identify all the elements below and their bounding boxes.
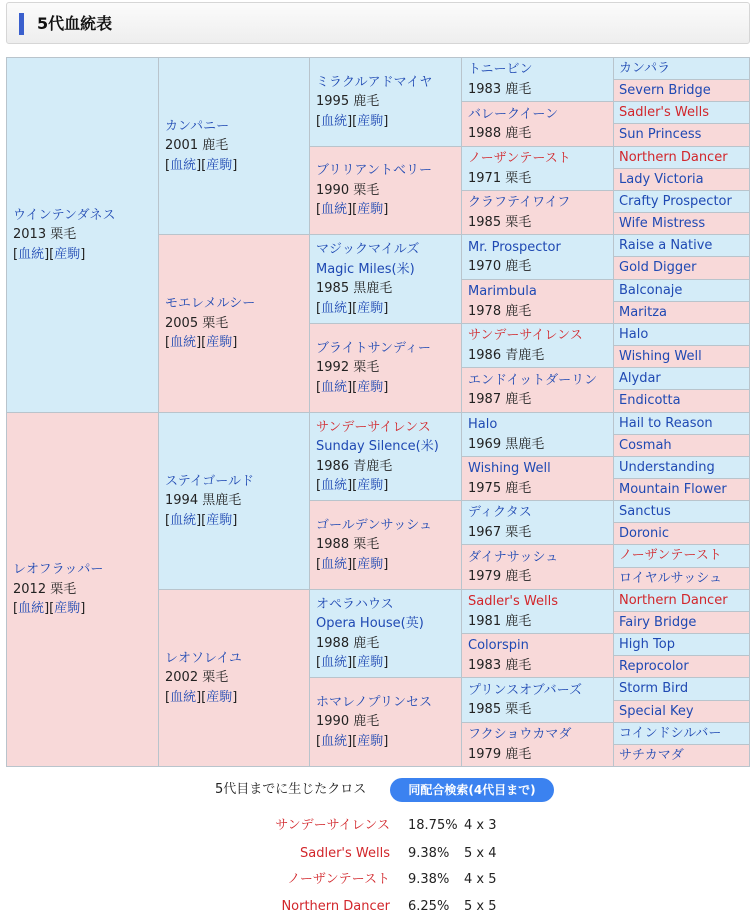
horse-links: [血統][産駒] — [13, 601, 86, 617]
pedigree-cell — [158, 589, 310, 767]
pedigree-cell — [613, 567, 750, 590]
pedigree-cell — [613, 700, 750, 723]
pedigree-cell — [613, 79, 750, 102]
pedigree-cell — [613, 589, 750, 612]
pedigree-cell — [158, 234, 310, 413]
horse-name-link[interactable]: ディクタス — [468, 505, 532, 520]
horse-name-link[interactable]: クラフテイワイフ — [468, 195, 571, 210]
pedigree-cell — [461, 279, 614, 324]
horse-links: [血統][産駒] — [316, 556, 389, 572]
horse-name-link[interactable]: ゴールデンサッシュ — [316, 517, 432, 533]
horse-birth-info: 1986 青鹿毛 — [468, 347, 545, 363]
offspring-link[interactable]: 産駒 — [357, 300, 384, 316]
horse-name-link[interactable]: モエレメルシー — [165, 296, 256, 312]
pedigree-cell — [461, 101, 614, 147]
pedigree-cell — [613, 301, 750, 324]
pedigree-cell — [613, 323, 750, 346]
horse-birth-info: 2002 栗毛 — [165, 670, 229, 686]
horse-birth-info: 1985 栗毛 — [468, 702, 532, 717]
offspring-link[interactable]: 産駒 — [206, 689, 233, 705]
pedigree-link[interactable]: 血統 — [321, 379, 348, 395]
pedigree-cell — [461, 677, 614, 723]
offspring-link[interactable]: 産駒 — [54, 246, 81, 262]
pedigree-cell — [461, 190, 614, 235]
pedigree-cell — [461, 589, 614, 634]
offspring-link[interactable]: 産駒 — [206, 512, 233, 528]
horse-name-link[interactable]: サチカマダ — [619, 747, 684, 763]
pedigree-cell — [613, 234, 750, 257]
horse-name-link[interactable]: Marimbula — [468, 284, 537, 299]
pedigree-cell — [309, 589, 462, 678]
cross-percent: 18.75% — [408, 818, 458, 833]
horse-links: [血統][産駒] — [13, 246, 86, 262]
pedigree-cell — [613, 544, 750, 568]
horse-links: [血統][産駒] — [165, 689, 238, 705]
horse-birth-info: 1990 鹿毛 — [316, 714, 380, 730]
horse-birth-info: 2012 栗毛 — [13, 581, 77, 597]
cross-percent: 6.25% — [408, 899, 450, 914]
horse-name-link[interactable]: Halo — [468, 417, 498, 432]
pedigree-cell — [461, 722, 614, 767]
cross-row — [0, 898, 750, 916]
pedigree-cell — [613, 123, 750, 147]
offspring-link[interactable]: 産駒 — [357, 379, 384, 395]
horse-links: [血統][産駒] — [165, 335, 238, 351]
cross-percent: 9.38% — [408, 872, 450, 887]
pedigree-link[interactable]: 血統 — [170, 512, 197, 528]
horse-birth-info: 1988 鹿毛 — [316, 635, 380, 651]
horse-birth-info: 1975 鹿毛 — [468, 480, 532, 496]
horse-name-link[interactable]: バレークイーン — [468, 106, 559, 122]
horse-birth-info: 1992 栗毛 — [316, 360, 380, 376]
pedigree-cell — [461, 234, 614, 280]
horse-birth-info: 1971 栗毛 — [468, 170, 532, 186]
pedigree-cell — [613, 190, 750, 213]
horse-birth-info: 1969 黒鹿毛 — [468, 436, 545, 452]
horse-name-link[interactable]: Lady Victoria — [619, 171, 704, 187]
horse-birth-info: 1988 栗毛 — [316, 537, 380, 553]
section-header — [6, 2, 750, 44]
horse-links: [血統][産駒] — [316, 300, 389, 316]
pedigree-cell — [613, 655, 750, 678]
horse-name-link[interactable]: ロイヤルサッシュ — [619, 570, 722, 586]
cross-row — [0, 871, 750, 889]
horse-name-link[interactable]: Sanctus — [619, 503, 671, 519]
horse-links: [血統][産駒] — [316, 655, 389, 670]
pedigree-cell — [613, 389, 750, 413]
pedigree-link[interactable]: 血統 — [321, 478, 348, 493]
similar-breeding-search-button[interactable]: 同配合検索(4代目まで) — [390, 778, 554, 802]
pedigree-cell — [461, 367, 614, 413]
horse-name-link[interactable]: ダイナサッシュ — [468, 549, 559, 565]
pedigree-cell — [613, 478, 750, 501]
pedigree-cell — [461, 412, 614, 457]
horse-name-link[interactable]: エンドイットダーリン — [468, 372, 598, 388]
cross-generation: 5 x 5 — [464, 899, 497, 914]
horse-foreign-name-link[interactable]: Magic Miles(米) — [316, 261, 415, 277]
horse-name-link[interactable]: フクショウカマダ — [468, 727, 572, 742]
pedigree-cell — [309, 412, 462, 501]
pedigree-cell — [613, 722, 750, 745]
horse-links: [血統][産駒] — [165, 512, 238, 528]
pedigree-cell — [613, 256, 750, 280]
pedigree-cell — [461, 633, 614, 678]
pedigree-cell — [613, 677, 750, 701]
horse-name-link[interactable]: Hail to Reason — [619, 415, 713, 431]
pedigree-cell — [613, 611, 750, 634]
horse-name-link[interactable]: ホマレノプリンセス — [316, 694, 432, 710]
horse-name-link[interactable]: Maritza — [619, 304, 668, 320]
pedigree-cell — [613, 168, 750, 191]
horse-links: [血統][産駒] — [165, 157, 238, 173]
horse-name-link[interactable]: Wishing Well — [619, 348, 702, 364]
horse-birth-info: 1981 鹿毛 — [468, 613, 532, 629]
horse-name-link[interactable]: ブリリアントベリー — [316, 163, 432, 179]
horse-name-link[interactable]: Cosmah — [619, 437, 672, 453]
pedigree-cell — [309, 57, 462, 147]
horse-name-link[interactable]: Storm Bird — [619, 681, 689, 697]
pedigree-cell — [613, 279, 750, 302]
pedigree-link[interactable]: 血統 — [321, 733, 348, 749]
horse-name-link[interactable]: オペラハウス — [316, 596, 394, 612]
horse-birth-info: 1983 鹿毛 — [468, 81, 532, 97]
horse-name-link[interactable]: カンパニー — [165, 118, 230, 134]
horse-birth-info: 1990 栗毛 — [316, 182, 380, 198]
horse-birth-info: 1978 鹿毛 — [468, 303, 532, 319]
horse-birth-info: 1967 栗毛 — [468, 524, 532, 540]
pedigree-cell — [309, 677, 462, 767]
horse-name-link[interactable]: Sadler's Wells — [468, 594, 558, 609]
horse-name-link[interactable]: Endicotta — [619, 393, 681, 409]
horse-birth-info: 1979 鹿毛 — [468, 746, 532, 762]
pedigree-link[interactable]: 血統 — [170, 157, 197, 173]
offspring-link[interactable]: 産駒 — [357, 478, 384, 493]
offspring-link[interactable]: 産駒 — [357, 556, 384, 572]
horse-name-link[interactable]: ノーザンテースト — [619, 548, 722, 564]
horse-name-link[interactable]: レオフラッパー — [13, 562, 104, 578]
pedigree-cell — [613, 744, 750, 767]
cross-horse-link[interactable]: Sadler's Wells — [300, 846, 390, 861]
horse-foreign-name-link[interactable]: Sunday Silence(米) — [316, 439, 439, 454]
offspring-link[interactable]: 産駒 — [54, 601, 81, 617]
pedigree-cell — [613, 434, 750, 457]
horse-birth-info: 1994 黒鹿毛 — [165, 493, 242, 509]
horse-name-link[interactable]: サンデーサイレンス — [468, 328, 583, 343]
pedigree-cell — [158, 57, 310, 235]
horse-name-link[interactable]: Doronic — [619, 525, 669, 541]
horse-name-link[interactable]: Northern Dancer — [619, 592, 728, 608]
header-accent-bar — [19, 13, 24, 35]
horse-name-link[interactable]: Raise a Native — [619, 237, 713, 253]
cross-row — [0, 817, 750, 835]
horse-name-link[interactable]: サンデーサイレンス — [316, 419, 431, 435]
horse-name-link[interactable]: ステイゴールド — [165, 473, 255, 489]
pedigree-cell — [613, 101, 750, 124]
pedigree-cell — [461, 146, 614, 191]
horse-name-link[interactable]: Sadler's Wells — [619, 104, 709, 120]
pedigree-cell — [6, 57, 159, 413]
offspring-link[interactable]: 産駒 — [357, 113, 384, 129]
horse-name-link[interactable]: Mountain Flower — [619, 481, 727, 497]
horse-birth-info: 1987 鹿毛 — [468, 392, 532, 407]
pedigree-table — [6, 57, 750, 766]
horse-name-link[interactable]: Severn Bridge — [619, 82, 711, 98]
horse-name-link[interactable]: トニービン — [468, 62, 533, 77]
cross-row — [0, 845, 750, 863]
horse-name-link[interactable]: Northern Dancer — [619, 149, 728, 165]
horse-name-link[interactable]: Crafty Prospector — [619, 193, 732, 209]
horse-name-link[interactable]: Fairy Bridge — [619, 614, 697, 630]
horse-name-link[interactable]: マジックマイルズ — [316, 242, 420, 257]
horse-name-link[interactable]: ウインテンダネス — [13, 207, 116, 223]
horse-name-link[interactable]: カンパラ — [619, 60, 671, 76]
horse-birth-info: 1985 黒鹿毛 — [316, 281, 393, 296]
horse-birth-info: 1986 青鹿毛 — [316, 458, 393, 474]
offspring-link[interactable]: 産駒 — [357, 202, 384, 218]
horse-links: [血統][産駒] — [316, 379, 389, 395]
pedigree-cell — [6, 412, 159, 767]
pedigree-link[interactable]: 血統 — [321, 113, 348, 129]
horse-name-link[interactable]: Sun Princess — [619, 127, 702, 143]
horse-links: [血統][産駒] — [316, 113, 389, 129]
horse-links: [血統][産駒] — [316, 478, 389, 493]
pedigree-link[interactable]: 血統 — [170, 335, 197, 351]
pedigree-cell — [461, 500, 614, 545]
cross-horse-link[interactable]: Northern Dancer — [281, 899, 390, 914]
horse-name-link[interactable]: ブライトサンディー — [316, 340, 431, 356]
horse-name-link[interactable]: Balconaje — [619, 282, 683, 298]
pedigree-cell — [613, 57, 750, 80]
horse-name-link[interactable]: レオソレイユ — [165, 650, 242, 666]
offspring-link[interactable]: 産駒 — [206, 335, 233, 351]
pedigree-link[interactable]: 血統 — [321, 202, 348, 218]
pedigree-link[interactable]: 血統 — [170, 689, 197, 705]
horse-links: [血統][産駒] — [316, 202, 389, 218]
pedigree-cell — [461, 456, 614, 501]
horse-name-link[interactable]: ノーザンテースト — [468, 151, 571, 166]
horse-name-link[interactable]: Understanding — [619, 459, 715, 475]
horse-birth-info: 1983 鹿毛 — [468, 657, 532, 673]
cross-generation: 4 x 3 — [464, 818, 497, 833]
horse-name-link[interactable]: High Top — [619, 636, 675, 652]
horse-birth-info: 2001 鹿毛 — [165, 138, 229, 154]
pedigree-link[interactable]: 血統 — [321, 655, 348, 670]
horse-name-link[interactable]: コインドシルバー — [619, 725, 722, 741]
pedigree-cell — [461, 323, 614, 368]
horse-birth-info: 2013 栗毛 — [13, 227, 77, 243]
cross-percent: 9.38% — [408, 846, 450, 861]
offspring-link[interactable]: 産駒 — [357, 733, 384, 749]
horse-name-link[interactable]: Gold Digger — [619, 260, 697, 276]
horse-birth-info: 2005 栗毛 — [165, 315, 229, 331]
pedigree-link[interactable]: 血統 — [321, 300, 348, 316]
pedigree-cell — [613, 633, 750, 656]
horse-foreign-name-link[interactable]: Opera House(英) — [316, 616, 424, 631]
horse-birth-info: 1979 鹿毛 — [468, 569, 532, 584]
offspring-link[interactable]: 産駒 — [206, 157, 233, 173]
horse-name-link[interactable]: Alydar — [619, 370, 661, 386]
offspring-link[interactable]: 産駒 — [357, 655, 384, 670]
horse-birth-info: 1988 鹿毛 — [468, 126, 532, 141]
cross-label: 5代目までに生じたクロス — [215, 782, 367, 797]
horse-name-link[interactable]: Halo — [619, 326, 649, 342]
cross-horse-link[interactable]: サンデーサイレンス — [275, 818, 390, 833]
pedigree-link[interactable]: 血統 — [321, 556, 348, 572]
cross-generation: 5 x 4 — [464, 846, 497, 861]
cross-generation: 4 x 5 — [464, 872, 497, 887]
pedigree-cell — [158, 412, 310, 590]
pedigree-cell — [613, 212, 750, 235]
horse-name-link[interactable]: Colorspin — [468, 638, 529, 653]
horse-birth-info: 1970 鹿毛 — [468, 259, 532, 274]
pedigree-cell — [461, 544, 614, 590]
pedigree-cell — [613, 367, 750, 390]
pedigree-cell — [613, 500, 750, 523]
pedigree-cell — [613, 456, 750, 479]
pedigree-cell — [309, 500, 462, 590]
cross-horse-link[interactable]: ノーザンテースト — [287, 872, 390, 887]
page-title: 5代血統表 — [37, 14, 113, 33]
pedigree-cell — [613, 412, 750, 435]
pedigree-cell — [613, 146, 750, 169]
pedigree-cell — [613, 522, 750, 545]
pedigree-cell — [309, 234, 462, 324]
pedigree-cell — [309, 323, 462, 413]
horse-birth-info: 1985 栗毛 — [468, 214, 532, 230]
horse-name-link[interactable]: Wishing Well — [468, 461, 551, 476]
horse-birth-info: 1995 鹿毛 — [316, 94, 380, 110]
pedigree-link[interactable]: 血統 — [18, 246, 45, 262]
horse-name-link[interactable]: Reprocolor — [619, 658, 689, 674]
pedigree-cell — [309, 146, 462, 235]
pedigree-cell — [613, 345, 750, 368]
pedigree-link[interactable]: 血統 — [18, 601, 45, 617]
pedigree-cell — [461, 57, 614, 102]
horse-name-link[interactable]: ミラクルアドマイヤ — [316, 74, 433, 90]
horse-name-link[interactable]: Special Key — [619, 703, 694, 719]
horse-name-link[interactable]: Wife Mistress — [619, 215, 706, 231]
horse-name-link[interactable]: プリンスオブバーズ — [468, 682, 583, 698]
horse-name-link[interactable]: Mr. Prospector — [468, 239, 561, 255]
horse-links: [血統][産駒] — [316, 733, 389, 749]
